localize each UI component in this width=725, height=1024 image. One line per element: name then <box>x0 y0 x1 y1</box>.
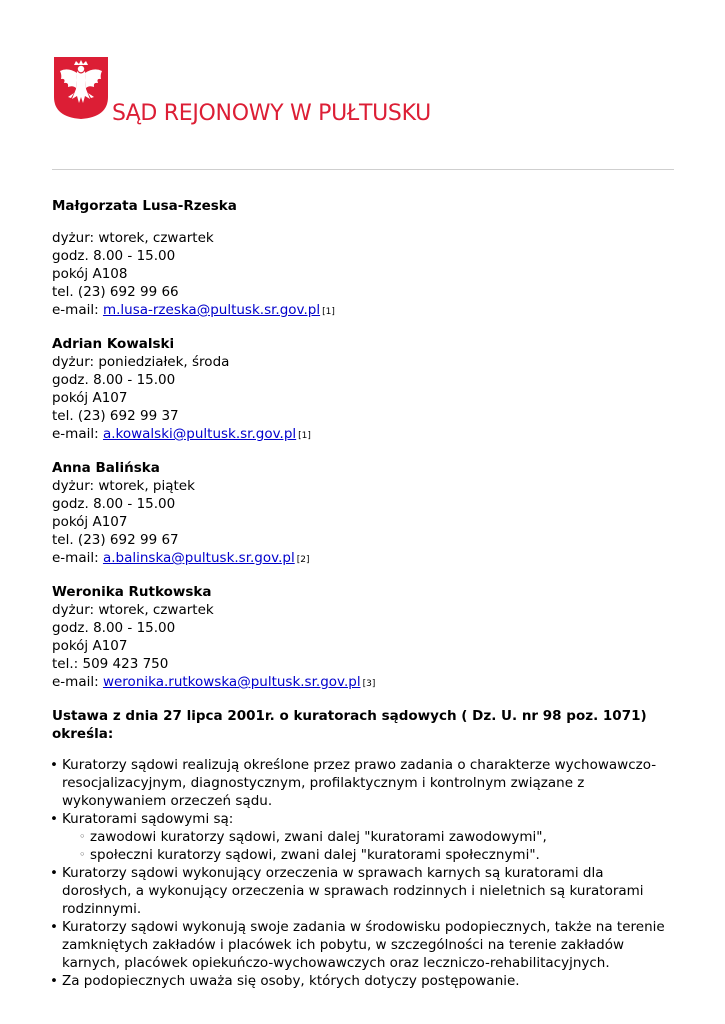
curator-hours: godz. 8.00 - 15.00 <box>52 620 176 636</box>
curator-email-line <box>52 673 674 693</box>
curator-phone: tel.: 509 423 750 <box>52 656 169 672</box>
curator-card <box>52 197 674 321</box>
list-item <box>52 810 674 864</box>
curator-hours: godz. 8.00 - 15.00 <box>52 372 176 388</box>
curator-types-sublist <box>62 828 674 864</box>
curator-duty: dyżur: wtorek, czwartek <box>52 230 214 246</box>
page-header <box>52 55 674 170</box>
curator-hours: godz. 8.00 - 15.00 <box>52 248 176 264</box>
email-prefix: e-mail: <box>52 550 103 566</box>
curator-name: Adrian Kowalski <box>52 336 175 352</box>
list-item-text: Kuratorzy sądowi wykonujący orzeczenia w sprawach karnych są kuratorami dla dorosłych, a wykonujący orzeczenia w sprawach rodzinnych i nieletnich są kuratorami rodzinnymi. <box>62 865 644 917</box>
curator-email-link[interactable]: a.balinska@pultusk.sr.gov.pl <box>102 550 295 566</box>
footnote-ref: [1] <box>298 431 311 441</box>
curator-email-line <box>52 301 674 321</box>
law-provisions-list <box>52 756 674 990</box>
curator-phone: tel. (23) 692 99 37 <box>52 408 179 424</box>
list-item <box>52 756 674 810</box>
sub-list-item <box>80 846 674 864</box>
list-item <box>52 918 674 972</box>
list-item-text: Kuratorzy sądowi wykonują swoje zadania w środowisku podopiecznych, także na terenie zamkniętych zakładów i placówek ich pobytu, w szczególności na terenie zakładów karnych, placówek opiekuńczo-wychowawczych oraz leczniczo-rehabilitacyjnych. <box>62 919 665 971</box>
email-prefix: e-mail: <box>52 674 103 690</box>
curator-email-link[interactable]: m.lusa-rzeska@pultusk.sr.gov.pl <box>102 302 321 318</box>
list-item <box>52 972 674 990</box>
law-heading: Ustawa z dnia 27 lipca 2001r. o kuratorach sądowych ( Dz. U. nr 98 poz. 1071) określa: <box>52 708 647 742</box>
polish-eagle-emblem-icon <box>52 55 110 121</box>
footnote-ref: [3] <box>362 679 376 689</box>
curator-card <box>52 459 674 569</box>
email-prefix: e-mail: <box>52 426 103 442</box>
sub-list-item-text: zawodowi kuratorzy sądowi, zwani dalej "kuratorami zawodowymi", <box>90 829 547 845</box>
footnote-ref: [2] <box>296 555 310 565</box>
curator-email-line <box>52 549 674 569</box>
curator-duty: dyżur: wtorek, czwartek <box>52 602 214 618</box>
footnote-ref: [1] <box>322 307 335 317</box>
curator-room: pokój A108 <box>52 266 128 282</box>
main-content <box>52 197 674 990</box>
curator-email-line <box>52 425 674 445</box>
sub-list-item-text: społeczni kuratorzy sądowi, zwani dalej "kuratorami społecznymi". <box>90 847 540 863</box>
list-item-text: Kuratorami sądowymi są: <box>62 811 234 827</box>
header-divider <box>52 169 674 170</box>
curator-room: pokój A107 <box>52 390 128 406</box>
curator-room: pokój A107 <box>52 638 128 654</box>
court-name-title: SĄD REJONOWY W PUŁTUSKU <box>112 101 431 126</box>
list-item-text: Kuratorzy sądowi realizują określone przez prawo zadania o charakterze wychowawczo-resocjalizacyjnym, diagnostycznym, profilaktycznym i kontrolnym związane z wykonywaniem orzeczeń sądu. <box>62 757 657 809</box>
curator-duty: dyżur: wtorek, piątek <box>52 478 195 494</box>
curator-name: Weronika Rutkowska <box>52 584 212 600</box>
list-item-text: Za podopiecznych uważa się osoby, których dotyczy postępowanie. <box>62 973 520 989</box>
curator-card <box>52 335 674 445</box>
email-prefix: e-mail: <box>52 302 103 318</box>
curator-email-link[interactable]: weronika.rutkowska@pultusk.sr.gov.pl <box>102 674 361 690</box>
curator-room: pokój A107 <box>52 514 128 530</box>
curator-name: Małgorzata Lusa-Rzeska <box>52 198 237 214</box>
sub-list-item <box>80 828 674 846</box>
curator-email-link[interactable]: a.kowalski@pultusk.sr.gov.pl <box>102 426 297 442</box>
curator-phone: tel. (23) 692 99 66 <box>52 284 179 300</box>
list-item <box>52 864 674 918</box>
curator-phone: tel. (23) 692 99 67 <box>52 532 179 548</box>
curator-card <box>52 583 674 693</box>
curator-name: Anna Balińska <box>52 460 160 476</box>
curator-hours: godz. 8.00 - 15.00 <box>52 496 176 512</box>
curator-duty: dyżur: poniedziałek, środa <box>52 354 230 370</box>
